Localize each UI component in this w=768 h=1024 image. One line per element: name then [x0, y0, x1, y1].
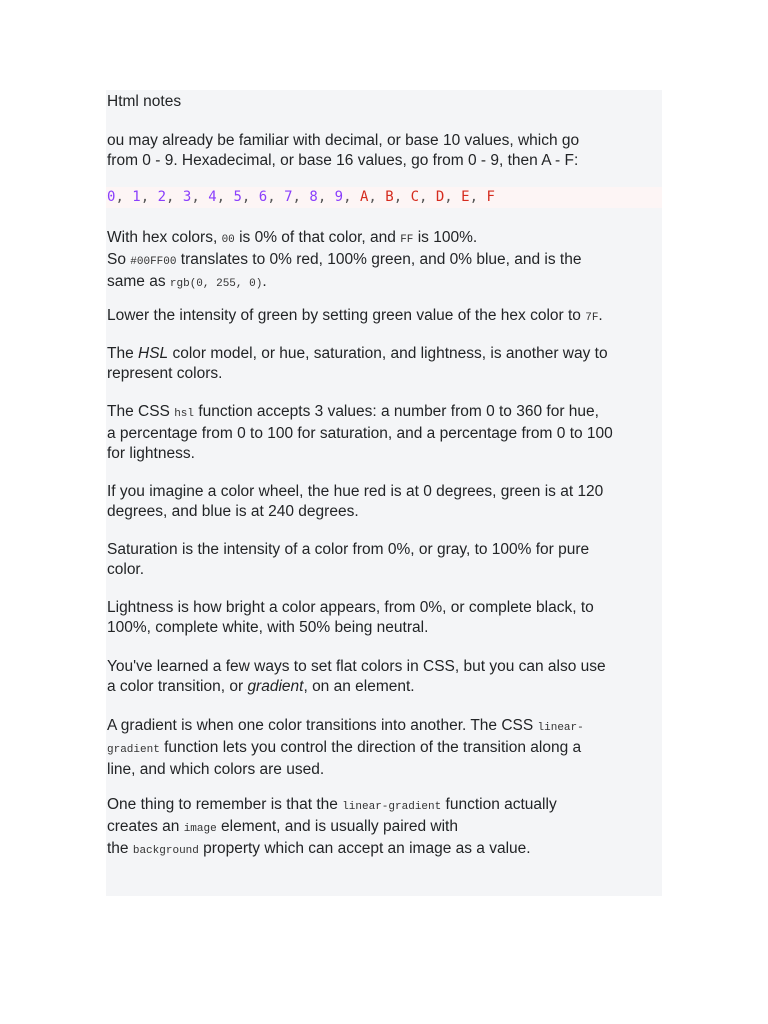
hex-separator: , — [343, 189, 360, 205]
code-linear-gradient-part1: linear- — [537, 722, 584, 734]
code-background: background — [132, 845, 199, 857]
hex-separator: , — [419, 189, 436, 205]
code-ff: FF — [400, 234, 414, 246]
hex-separator: , — [469, 189, 487, 205]
hex-colors-text-g: . — [262, 273, 267, 290]
code-7f: 7F — [585, 312, 599, 324]
hex-separator: , — [267, 189, 285, 205]
intro-line-1: ou may already be familiar with decimal, or base 10 values, which go — [107, 132, 580, 149]
gradient-emphasis: gradient — [247, 678, 304, 695]
intro-line-2: from 0 - 9. Hexadecimal, or base 16 values, go from 0 - 9, then A - F: — [107, 152, 579, 169]
lightness-paragraph — [107, 598, 663, 638]
hsl-func-text-d: for lightness. — [107, 445, 195, 462]
notes-document — [106, 90, 662, 896]
hex-values-list — [106, 189, 495, 205]
hex-value-7: 7 — [284, 189, 293, 205]
hex-colors-text-c: is 100%. — [413, 229, 478, 246]
lower-intensity-paragraph — [107, 306, 663, 328]
saturation-line-1: Saturation is the intensity of a color from 0%, or gray, to 100% for pure — [107, 541, 590, 558]
gradient-text-b: function lets you control the direction of the transition along a — [159, 739, 582, 756]
hex-colors-text-b: is 0% of that color, and — [234, 229, 401, 246]
color-wheel-paragraph — [107, 482, 663, 522]
hsl-func-text-c: a percentage from 0 to 100 for saturation, and a percentage from 0 to 100 — [107, 425, 613, 442]
code-hex-green: #00FF00 — [130, 256, 177, 268]
gradient-paragraph — [107, 716, 663, 780]
remember-text-b: function actually — [441, 796, 557, 813]
hex-separator: , — [191, 189, 209, 205]
hex-separator: , — [166, 189, 183, 205]
hsl-emphasis: HSL — [138, 345, 169, 362]
code-image: image — [183, 823, 217, 835]
hsl-func-text-b: function accepts 3 values: a number from 0 to 360 for hue, — [194, 403, 599, 420]
saturation-paragraph — [107, 540, 663, 580]
lightness-line-1: Lightness is how bright a color appears, from 0%, or complete black, to — [107, 599, 594, 616]
hex-value-8: 8 — [309, 189, 318, 205]
hex-separator: , — [115, 189, 133, 205]
hex-value-2: 2 — [157, 189, 167, 205]
hsl-model-text-c: represent colors. — [107, 365, 223, 382]
flat-text-c: , on an element. — [303, 678, 415, 695]
hex-value-6: 6 — [258, 189, 268, 205]
lightness-line-2: 100%, complete white, with 50% being neutral. — [107, 619, 429, 636]
hex-separator: , — [444, 189, 462, 205]
hex-value-9: 9 — [334, 189, 344, 205]
gradient-text-a: A gradient is when one color transitions into another. The CSS — [107, 717, 538, 734]
remember-text-a: One thing to remember is that the — [107, 796, 343, 813]
flat-text-a: You've learned a few ways to set flat colors in CSS, but you can also use — [107, 658, 606, 675]
code-00: 00 — [221, 234, 235, 246]
flat-text-b: a color transition, or — [107, 678, 248, 695]
hex-separator: , — [140, 189, 158, 205]
remember-text-f: property which can accept an image as a value. — [198, 840, 531, 857]
hex-value-b: B — [385, 189, 394, 205]
hex-value-f: F — [486, 189, 495, 205]
code-linear-gradient-part2: gradient — [107, 744, 160, 756]
hex-value-3: 3 — [182, 189, 192, 205]
page-title — [107, 92, 663, 112]
hex-value-c: C — [410, 189, 419, 205]
wheel-line-2: degrees, and blue is at 240 degrees. — [107, 503, 359, 520]
hex-value-5: 5 — [233, 189, 242, 205]
hex-separator: , — [393, 189, 411, 205]
hex-values-code-block — [106, 187, 662, 208]
code-hsl: hsl — [174, 408, 195, 420]
hex-separator: , — [368, 189, 386, 205]
title-text: Html notes — [107, 93, 182, 110]
code-linear-gradient: linear-gradient — [342, 801, 442, 813]
hex-colors-text-d: So — [107, 251, 131, 268]
hex-value-4: 4 — [208, 189, 217, 205]
hsl-model-paragraph — [107, 344, 663, 384]
hex-colors-text-a: With hex colors, — [107, 229, 222, 246]
remember-text-e: the — [107, 840, 133, 857]
hex-value-a: A — [359, 189, 369, 205]
flat-colors-paragraph — [107, 657, 663, 697]
hsl-model-text-b: color model, or hue, saturation, and lightness, is another way to — [168, 345, 608, 362]
hex-value-e: E — [461, 189, 470, 205]
hex-separator: , — [241, 189, 259, 205]
remember-paragraph — [107, 795, 663, 861]
gradient-text-c: line, and which colors are used. — [107, 761, 325, 778]
hex-value-1: 1 — [132, 189, 141, 205]
hex-value-0: 0 — [107, 189, 116, 205]
lower-text-a: Lower the intensity of green by setting green value of the hex color to — [107, 307, 586, 324]
code-rgb: rgb(0, 255, 0) — [169, 278, 263, 290]
hex-colors-paragraph — [107, 228, 663, 294]
wheel-line-1: If you imagine a color wheel, the hue red is at 0 degrees, green is at 120 — [107, 483, 604, 500]
hex-separator: , — [292, 189, 310, 205]
hsl-function-paragraph — [107, 402, 663, 464]
hsl-func-text-a: The CSS — [107, 403, 175, 420]
hex-separator: , — [216, 189, 234, 205]
saturation-line-2: color. — [107, 561, 145, 578]
hsl-model-text-a: The — [107, 345, 139, 362]
hex-colors-text-f: same as — [107, 273, 170, 290]
hex-colors-text-e: translates to 0% red, 100% green, and 0% blue, and is the — [176, 251, 582, 268]
remember-text-c: creates an — [107, 818, 184, 835]
hex-value-d: D — [435, 189, 445, 205]
hex-separator: , — [317, 189, 335, 205]
lower-text-b: . — [598, 307, 603, 324]
intro-paragraph — [107, 131, 663, 171]
remember-text-d: element, and is usually paired with — [216, 818, 458, 835]
